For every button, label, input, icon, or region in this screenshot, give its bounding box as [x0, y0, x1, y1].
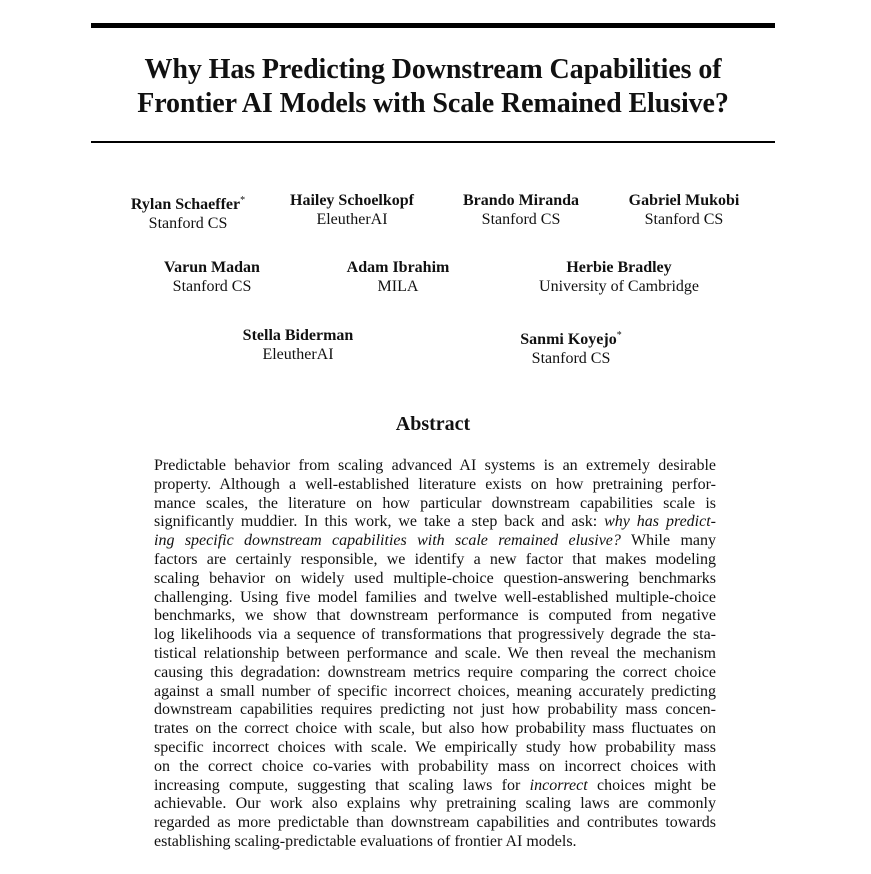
- abstract-text: scaling behavior on widely used multiple-choice question-answering benchmarks: [154, 569, 716, 587]
- abstract-line: [154, 607, 716, 626]
- author-block: [290, 191, 414, 229]
- abstract-text: achievable. Our work also explains why pretraining scaling laws are commonly: [154, 795, 716, 813]
- author-block: [164, 258, 260, 296]
- abstract-line: [154, 476, 716, 495]
- abstract-line: [154, 532, 716, 551]
- author-name: Gabriel Mukobi: [628, 192, 740, 209]
- title-top-rule: [91, 23, 775, 28]
- author-affiliation: Stanford CS: [172, 278, 252, 295]
- author-block: [347, 258, 450, 296]
- author-affiliation: Stanford CS: [531, 350, 611, 367]
- author-block: [243, 326, 354, 364]
- author-block: [539, 258, 699, 296]
- author-name: Brando Miranda: [462, 192, 580, 209]
- abstract-text: mance scales, the literature on how particular downstream capabilities scale is: [154, 494, 716, 512]
- abstract-text: causing this degradation: downstream metrics require comparing the correct choice: [154, 663, 716, 681]
- abstract-line: [154, 626, 716, 645]
- abstract-line: [154, 645, 716, 664]
- author-affiliation: University of Cambridge: [539, 278, 699, 295]
- author-affiliation: MILA: [377, 278, 419, 295]
- author-name: Adam Ibrahim: [346, 259, 450, 276]
- title-bottom-rule: [91, 141, 775, 143]
- title-line: Why Has Predicting Downstream Capabilities of: [144, 54, 722, 85]
- abstract-text: benchmarks, we show that downstream performance is computed from negative: [154, 607, 716, 625]
- author-block: [131, 191, 245, 233]
- abstract-line: [154, 720, 716, 739]
- abstract-emphasis: ing specific downstream capabilities with scale remained elusive?: [154, 532, 621, 550]
- author-affiliation: Stanford CS: [481, 211, 561, 228]
- abstract-text: specific incorrect choices with scale. We empirically study how probability mass: [154, 738, 716, 756]
- abstract-emphasis: incorrect: [529, 776, 588, 794]
- abstract-heading: Abstract: [395, 413, 471, 435]
- equal-contribution-mark: *: [616, 330, 622, 341]
- author-name: Varun Madan: [164, 259, 260, 276]
- abstract-line: [154, 795, 716, 814]
- abstract-line: [154, 495, 716, 514]
- equal-contribution-mark: *: [240, 195, 246, 206]
- abstract-text: property. Although a well-established literature exists on how pretraining perfor-: [154, 475, 716, 493]
- author-affiliation: EleutherAI: [316, 211, 388, 228]
- author-name: Hailey Schoelkopf: [289, 192, 415, 209]
- abstract-line: [154, 777, 716, 796]
- abstract-line: [154, 457, 716, 476]
- abstract-line: [154, 683, 716, 702]
- abstract-text: significantly muddier. In this work, we take a step back and ask:: [154, 513, 605, 531]
- title-line: Frontier AI Models with Scale Remained Elusive?: [137, 88, 729, 119]
- abstract-body: [154, 457, 716, 852]
- abstract-text: establishing scaling-predictable evaluations of frontier AI models.: [154, 832, 577, 850]
- abstract-line: [154, 513, 716, 532]
- abstract-line: [154, 739, 716, 758]
- author-affiliation: Stanford CS: [644, 211, 724, 228]
- author-block: [520, 326, 621, 368]
- abstract-line: [154, 551, 716, 570]
- abstract-text: While many: [620, 532, 717, 550]
- author-block: [463, 191, 579, 229]
- author-name: Rylan Schaeffer: [130, 196, 241, 213]
- author-name: Stella Biderman: [242, 327, 354, 344]
- abstract-text: choices might be: [587, 776, 716, 794]
- abstract-line: [154, 758, 716, 777]
- paper-title: [91, 53, 775, 121]
- author-name: Herbie Bradley: [566, 259, 672, 276]
- abstract-line: [154, 570, 716, 589]
- abstract-text: increasing compute, suggesting that scaling laws for: [154, 776, 530, 794]
- abstract-line: [154, 833, 716, 852]
- abstract-emphasis: why has predict-: [604, 513, 716, 531]
- abstract-text: factors are certainly responsible, we identify a new factor that makes modeling: [154, 550, 716, 568]
- abstract-line: [154, 589, 716, 608]
- abstract-text: trates on the correct choice with scale, but also how probability mass fluctuates on: [154, 720, 716, 738]
- abstract-line: [154, 701, 716, 720]
- abstract-text: Predictable behavior from scaling advanced AI systems is an extremely desirable: [154, 457, 716, 474]
- abstract-text: tistical relationship between performance and scale. We then reveal the mechanism: [154, 644, 716, 662]
- abstract-text: downstream capabilities requires predicting not just how probability mass concen-: [154, 701, 716, 719]
- abstract-text: against a small number of specific incorrect choices, meaning accurately predicting: [154, 682, 716, 700]
- abstract-text: regarded as more predictable than downstream capabilities and contributes towards: [154, 814, 716, 832]
- abstract-text: on the correct choice co-varies with probability mass on incorrect choices with: [154, 757, 716, 775]
- abstract-text: challenging. Using five model families and twelve well-established multiple-choice: [154, 588, 716, 606]
- abstract-line: [154, 814, 716, 833]
- abstract-text: log likelihoods via a sequence of transformations that progressively degrade the sta-: [154, 626, 716, 644]
- author-name: Sanmi Koyejo: [520, 331, 617, 348]
- author-affiliation: EleutherAI: [262, 346, 334, 363]
- author-affiliation: Stanford CS: [148, 215, 228, 232]
- abstract-line: [154, 664, 716, 683]
- author-block: [629, 191, 740, 229]
